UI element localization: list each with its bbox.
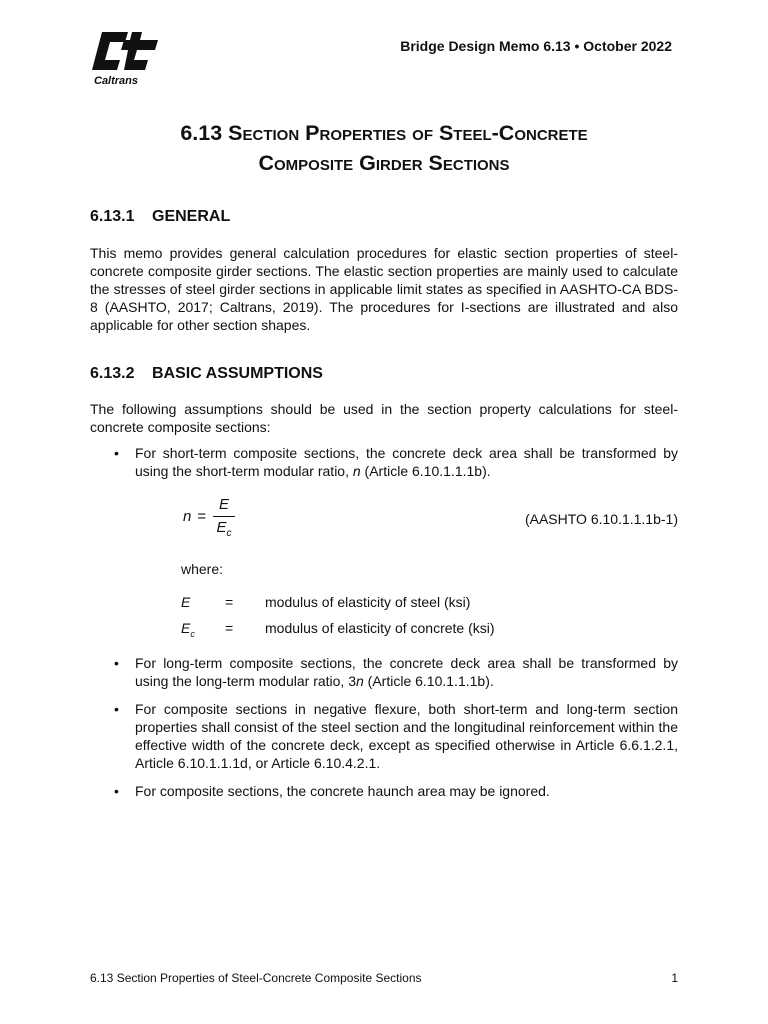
bullet-variable: n [352, 463, 361, 479]
section-title: GENERAL [152, 208, 231, 225]
symbol-letter: E [181, 620, 191, 636]
title-line2: Composite Girder Sections [258, 151, 510, 175]
title-number: 6.13 [180, 121, 223, 145]
section-title: BASIC ASSUMPTIONS [152, 365, 323, 382]
denominator-subscript: c [226, 528, 232, 539]
list-item: • For composite sections in negative flexure, both short-term and long-term section properties shall consist of the steel section and the longitudinal reinforcement within the effective width of the concrete deck, except as specified otherwise in Article 6.6.1.2.1, Article 6.10.1.1.1d, or Article 6.10.4.2.1. [90, 700, 678, 772]
memo-header: Bridge Design Memo 6.13 • October 2022 [400, 38, 672, 54]
equation-variable: n [183, 508, 192, 525]
bullet-text: (Article 6.10.1.1.1b). [363, 673, 494, 689]
general-paragraph: This memo provides general calculation procedures for elastic section properties of steel-concrete composite girder sections. The elastic section properties are mainly used to calculate the stresses of steel girder sections in applicable limit states as specified in AASHTO-CA BDS-8 (AASHTO, 2017; Caltrans, 2019). The procedures for I-sections are illustrated and also applicable for other section shapes. [90, 245, 678, 333]
list-item: • For composite sections, the concrete haunch area may be ignored. [90, 782, 678, 800]
definition-equals: = [225, 594, 234, 610]
section-number: 6.13.1 [90, 208, 135, 225]
assumptions-paragraph: The following assumptions should be used in the section property calculations for steel-concrete composite sections: [90, 401, 678, 435]
fraction-numerator: E [218, 496, 229, 513]
definition-description: modulus of elasticity of concrete (ksi) [265, 620, 495, 636]
definition-symbol [181, 620, 221, 639]
bullet-text: For short-term composite sections, the concrete deck area shall be transformed by using the short-term modular ratio, [135, 445, 678, 479]
fraction-bar [213, 516, 235, 517]
section-number: 6.13.2 [90, 365, 135, 382]
title-line1: Section Properties of Steel-Concrete [228, 121, 588, 145]
definition-symbol [181, 594, 221, 613]
equation-reference: (AASHTO 6.10.1.1.1b-1) [524, 511, 678, 527]
denominator-symbol: E [216, 519, 227, 536]
bullet-variable: n [356, 673, 364, 689]
bullet-list-bottom [90, 654, 678, 800]
page-number: 1 [671, 971, 678, 985]
bullet-text: (Article 6.10.1.1.1b). [360, 463, 491, 479]
caltrans-logo [88, 26, 162, 88]
list-item [90, 654, 678, 690]
symbol-subscript: c [190, 628, 195, 639]
symbol-letter: E [181, 594, 191, 610]
logo-wordmark: Caltrans [94, 75, 139, 87]
list-item [90, 444, 678, 480]
where-label: where: [181, 561, 224, 577]
section-heading-assumptions [90, 365, 323, 383]
footer-title: 6.13 Section Properties of Steel-Concrete Composite Sections [90, 971, 422, 985]
definition-equals: = [225, 620, 234, 636]
bullet-text: For long-term composite sections, the concrete deck area shall be transformed by using the long-term modular ratio, 3 [135, 655, 678, 689]
caltrans-logo-mark [88, 26, 162, 88]
equation-fraction [213, 496, 235, 539]
equation-lhs [183, 508, 212, 525]
fraction-denominator [213, 519, 235, 539]
definition-description: modulus of elasticity of steel (ksi) [265, 594, 471, 610]
equation-equals: = [197, 508, 207, 525]
bullet-list-top [90, 444, 678, 480]
section-heading-general [90, 208, 230, 226]
page-title [88, 118, 680, 178]
